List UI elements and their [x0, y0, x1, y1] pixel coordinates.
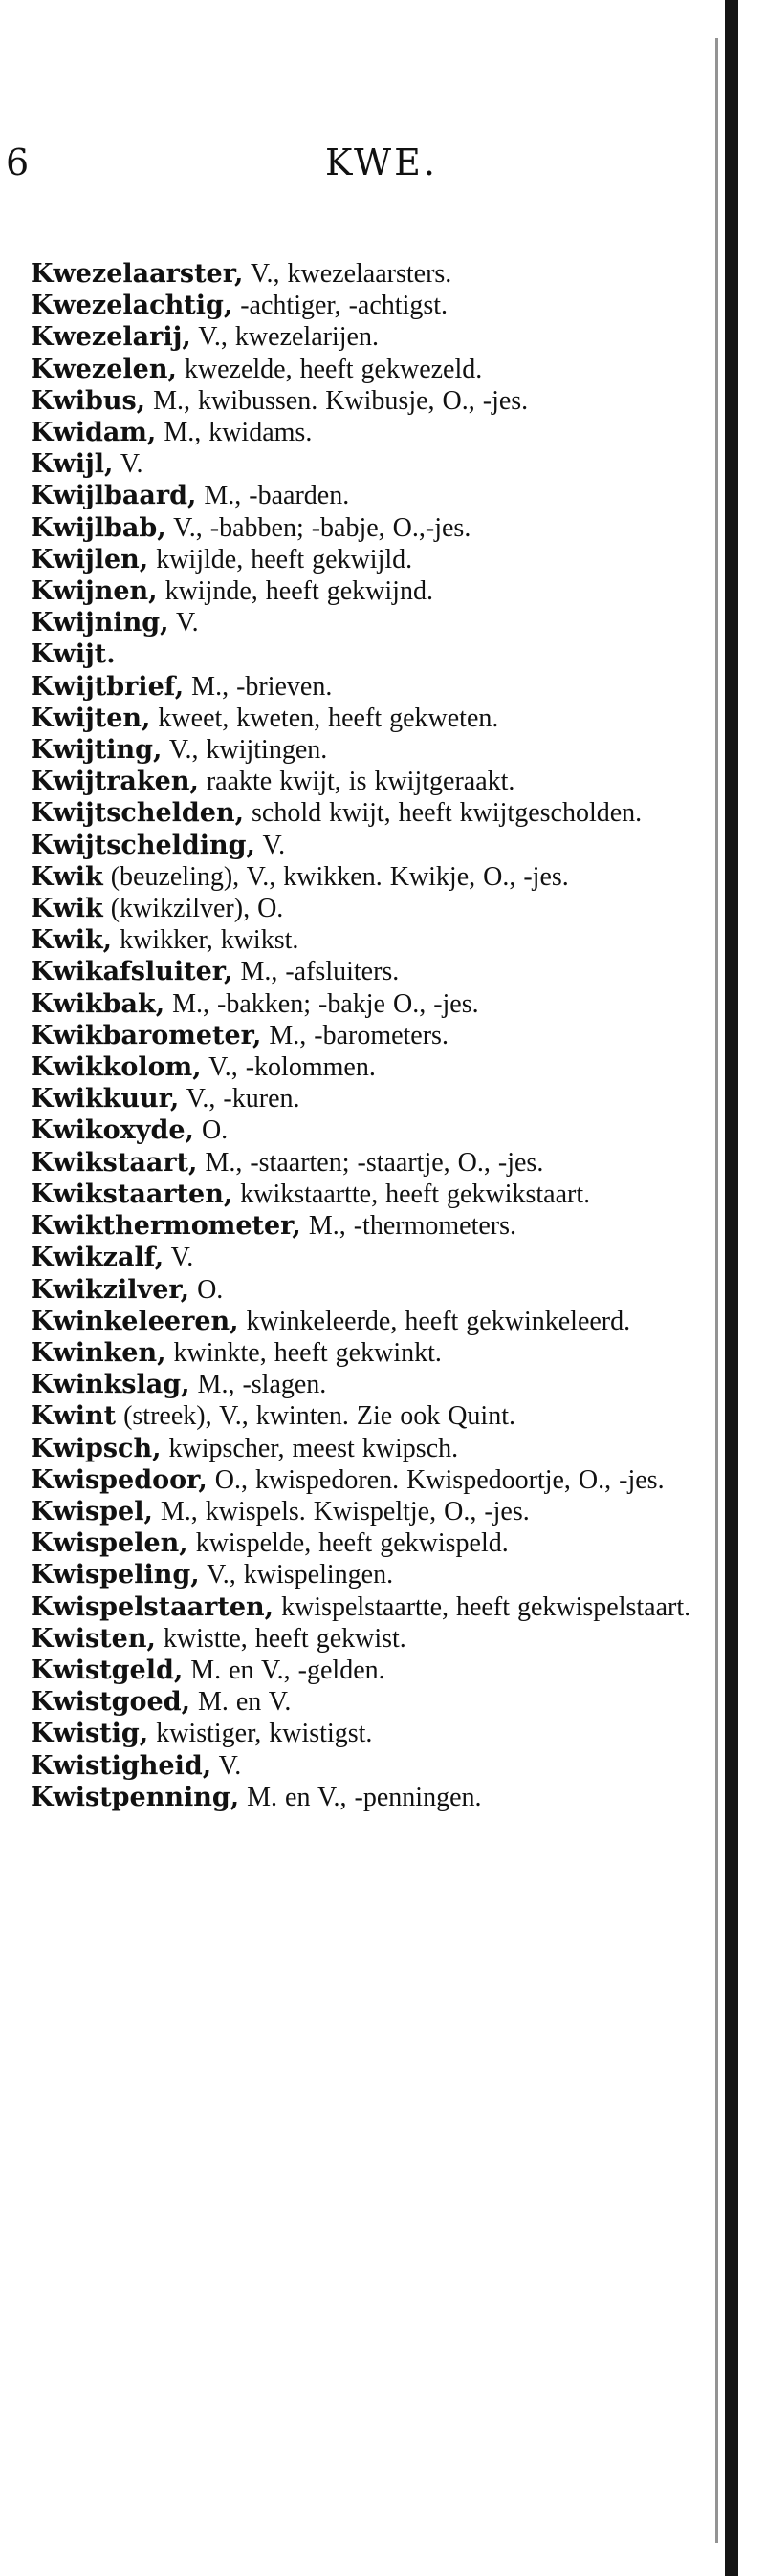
entry-headword: Kwik	[31, 861, 103, 892]
entry-headword: Kwijtraken,	[31, 767, 199, 797]
entry-headword: Kwezelen,	[31, 354, 177, 384]
entry-headword: Kwikzilver,	[31, 1274, 190, 1305]
entry-kwijtbrief	[31, 671, 717, 703]
entry-headword: Kwispeling,	[31, 1560, 200, 1591]
entry-headword: Kwezelachtig,	[31, 291, 233, 321]
entry-headword: Kwezelaarster,	[31, 259, 244, 289]
entry-text: schold kwijt, heeft kwijtgescholden.	[244, 798, 643, 829]
running-head: KWE.	[325, 141, 438, 184]
entry-text: raakte kwijt, is kwijtgeraakt.	[198, 767, 515, 797]
entry-headword: Kwikoxyde,	[31, 1115, 194, 1146]
entry-kwistpenning	[31, 1782, 717, 1813]
entry-kwijnen	[31, 575, 717, 607]
entry-kwikafsluiter	[31, 956, 717, 987]
entry-text: M., -baarden.	[196, 481, 350, 511]
entry-text: M., kwispels. Kwispeltje, O., -jes.	[152, 1496, 530, 1526]
entry-kwistgoed	[31, 1686, 717, 1718]
entry-text: M. en V.	[189, 1687, 292, 1718]
entry-list	[31, 258, 717, 1813]
entry-kwisten	[31, 1623, 717, 1655]
entry-headword: Kwistigheid,	[31, 1750, 212, 1781]
entry-headword: Kwikbak,	[31, 988, 165, 1019]
entry-headword: Kwikzalf,	[31, 1243, 164, 1273]
entry-headword: Kwijtschelden,	[31, 798, 245, 829]
entry-headword: Kwistgeld,	[31, 1655, 184, 1685]
entry-text: M., -bakken; -bakje O., -jes.	[164, 988, 479, 1019]
entry-kwijtraken	[31, 766, 717, 797]
entry-text: M., -afsluiters.	[232, 957, 400, 987]
entry-headword: Kwikstaarten,	[31, 1179, 233, 1209]
entry-kwispel	[31, 1496, 717, 1527]
entry-text: V., kwezelarijen.	[190, 322, 379, 353]
entry-headword: Kwistgoed,	[31, 1687, 190, 1718]
entry-headword: Kwinkslag,	[31, 1370, 190, 1400]
entry-kwik-kwikzilver	[31, 893, 717, 924]
entry-kwikstaart	[31, 1147, 717, 1179]
entry-text: M., kwidams.	[156, 418, 313, 448]
entry-kwikthermometer	[31, 1210, 717, 1242]
entry-kwistig	[31, 1718, 717, 1749]
entry-text: V., -kolommen.	[201, 1052, 376, 1083]
entry-text: O.	[189, 1274, 224, 1305]
entry-text: kwistte, heeft gekwist.	[155, 1623, 406, 1654]
entry-kwijl	[31, 448, 717, 480]
entry-headword: Kwikkolom,	[31, 1052, 202, 1083]
entry-text: V., -babben; -babje, O.,-jes.	[165, 512, 471, 543]
entry-kwidam	[31, 417, 717, 448]
entry-headword: Kwikstaart,	[31, 1147, 198, 1178]
entry-headword: Kwibus,	[31, 385, 146, 416]
entry-headword: Kwint	[31, 1401, 117, 1432]
entry-headword: Kwikkuur,	[31, 1084, 180, 1115]
entry-headword: Kwinken,	[31, 1337, 166, 1368]
entry-headword: Kwispedoor,	[31, 1464, 208, 1495]
entry-kwikbak	[31, 988, 717, 1020]
entry-kwikzilver	[31, 1274, 717, 1306]
entry-text: V.	[168, 608, 199, 639]
entry-kwikkuur	[31, 1083, 717, 1115]
entry-headword: Kwipsch,	[31, 1433, 162, 1463]
entry-text: kwinkte, heeft gekwinkt.	[165, 1337, 442, 1368]
entry-kwijning	[31, 607, 717, 639]
entry-headword: Kwistig,	[31, 1719, 149, 1749]
entry-text: kwispelde, heeft gekwispeld.	[187, 1528, 509, 1559]
entry-text: V., kwezelaarsters.	[243, 259, 452, 289]
page-number: 6	[6, 141, 31, 184]
entry-kwistgeld	[31, 1655, 717, 1686]
entry-text: kwispelstaartte, heeft gekwispelstaart.	[274, 1591, 691, 1622]
entry-headword: Kwijning,	[31, 608, 169, 639]
entry-text: M., -brieven.	[184, 671, 333, 702]
entry-kwipsch	[31, 1433, 717, 1464]
entry-text: O., kwispedoren. Kwispedoortje, O., -jes.	[207, 1464, 665, 1495]
entry-text: M., -thermometers.	[300, 1211, 516, 1242]
entry-text: kweet, kweten, heeft gekweten.	[150, 703, 499, 733]
entry-text: kwijlde, heeft gekwijld.	[148, 544, 413, 574]
entry-kwinkslag	[31, 1369, 717, 1400]
entry-text: -achtiger, -achtigst.	[232, 291, 449, 321]
entry-kwijlbaard	[31, 480, 717, 511]
entry-text: (kwikzilver), O.	[102, 894, 284, 924]
entry-kwispeling	[31, 1559, 717, 1591]
entry-kwikoxyde	[31, 1115, 717, 1146]
entry-text: kwikstaartte, heeft gekwikstaart.	[232, 1179, 591, 1209]
entry-headword: Kwijt.	[31, 639, 116, 670]
entry-kwijtschelden	[31, 797, 717, 829]
entry-kwik-adj	[31, 924, 717, 956]
entry-kwezelaarster	[31, 258, 717, 290]
entry-kwijt	[31, 639, 717, 670]
entry-headword: Kwidam,	[31, 418, 157, 448]
entry-headword: Kwijtbrief,	[31, 671, 185, 702]
entry-headword: Kwijten,	[31, 703, 151, 733]
entry-text: V., kwispelingen.	[199, 1560, 394, 1591]
entry-headword: Kwik,	[31, 925, 113, 956]
entry-headword: Kwikafsluiter,	[31, 957, 233, 987]
entry-kwinken	[31, 1337, 717, 1369]
entry-text: M., -barometers.	[261, 1020, 449, 1050]
entry-kwijlbab	[31, 512, 717, 544]
entry-kwijlen	[31, 544, 717, 575]
entry-kwibus	[31, 385, 717, 417]
entry-kwispelstaarten	[31, 1591, 717, 1623]
entry-text: V.	[254, 830, 286, 860]
entry-kwispedoor	[31, 1464, 717, 1496]
entry-kwint	[31, 1400, 717, 1432]
entry-text: V., kwijtingen.	[162, 735, 328, 766]
entry-headword: Kwijnen,	[31, 576, 158, 607]
entry-kwijting	[31, 734, 717, 766]
entry-headword: Kwezelarij,	[31, 322, 191, 353]
entry-headword: Kwisten,	[31, 1623, 156, 1654]
entry-kwistigheid	[31, 1750, 717, 1782]
entry-text: V., -kuren.	[179, 1084, 300, 1115]
entry-kwikstaarten	[31, 1179, 717, 1210]
entry-kwijten	[31, 703, 717, 734]
entry-text: O.	[193, 1115, 229, 1146]
entry-headword: Kwijlen,	[31, 544, 149, 574]
entry-headword: Kwispel,	[31, 1496, 153, 1526]
entry-kwikbarometer	[31, 1020, 717, 1051]
entry-headword: Kwijting,	[31, 735, 163, 766]
entry-headword: Kwinkeleeren,	[31, 1306, 239, 1336]
entry-kwezelachtig	[31, 290, 717, 321]
entry-text: (streek), V., kwinten. Zie ook Quint.	[116, 1401, 515, 1432]
entry-text: V.	[211, 1750, 242, 1781]
entry-kwispelen	[31, 1527, 717, 1559]
entry-text: kwipscher, meest kwipsch.	[161, 1433, 459, 1463]
entry-kwik-beuzeling	[31, 861, 717, 893]
entry-kwikzalf	[31, 1242, 717, 1273]
entry-headword: Kwikbarometer,	[31, 1020, 262, 1050]
entry-kwikkolom	[31, 1051, 717, 1083]
entry-text: M., -slagen.	[189, 1370, 327, 1400]
entry-kwinkeleeren	[31, 1306, 717, 1337]
entry-kwijtschelding	[31, 830, 717, 861]
entry-headword: Kwistpenning,	[31, 1782, 240, 1812]
entry-text: M. en V., -penningen.	[239, 1782, 482, 1812]
entry-text: M. en V., -gelden.	[183, 1655, 385, 1685]
entry-text: (beuzeling), V., kwikken. Kwikje, O., -jes.	[102, 861, 569, 892]
entry-headword: Kwijtschelding,	[31, 830, 255, 860]
entry-headword: Kwispelstaarten,	[31, 1591, 274, 1622]
entry-text: kwijnde, heeft gekwijnd.	[157, 576, 433, 607]
entry-text: kwinkeleerde, heeft gekwinkeleerd.	[238, 1306, 631, 1336]
entry-text: M., -staarten; -staartje, O., -jes.	[197, 1147, 544, 1178]
entry-text: kwikker, kwikst.	[112, 925, 299, 956]
entry-text: kwistiger, kwistigst.	[148, 1719, 373, 1749]
entry-text: M., kwibussen. Kwibusje, O., -jes.	[145, 385, 529, 416]
entry-headword: Kwijl,	[31, 449, 114, 480]
entry-text: V.	[164, 1243, 194, 1273]
page-edge-rule	[725, 0, 738, 2576]
entry-text: kwezelde, heeft gekwezeld.	[176, 354, 483, 384]
entry-text: V.	[113, 449, 143, 480]
entry-headword: Kwispelen,	[31, 1528, 188, 1559]
entry-kwezelen	[31, 354, 717, 385]
entry-headword: Kwik	[31, 894, 103, 924]
entry-headword: Kwikthermometer,	[31, 1211, 301, 1242]
entry-headword: Kwijlbaard,	[31, 481, 197, 511]
entry-headword: Kwijlbab,	[31, 512, 166, 543]
entry-kwezelarij	[31, 321, 717, 353]
